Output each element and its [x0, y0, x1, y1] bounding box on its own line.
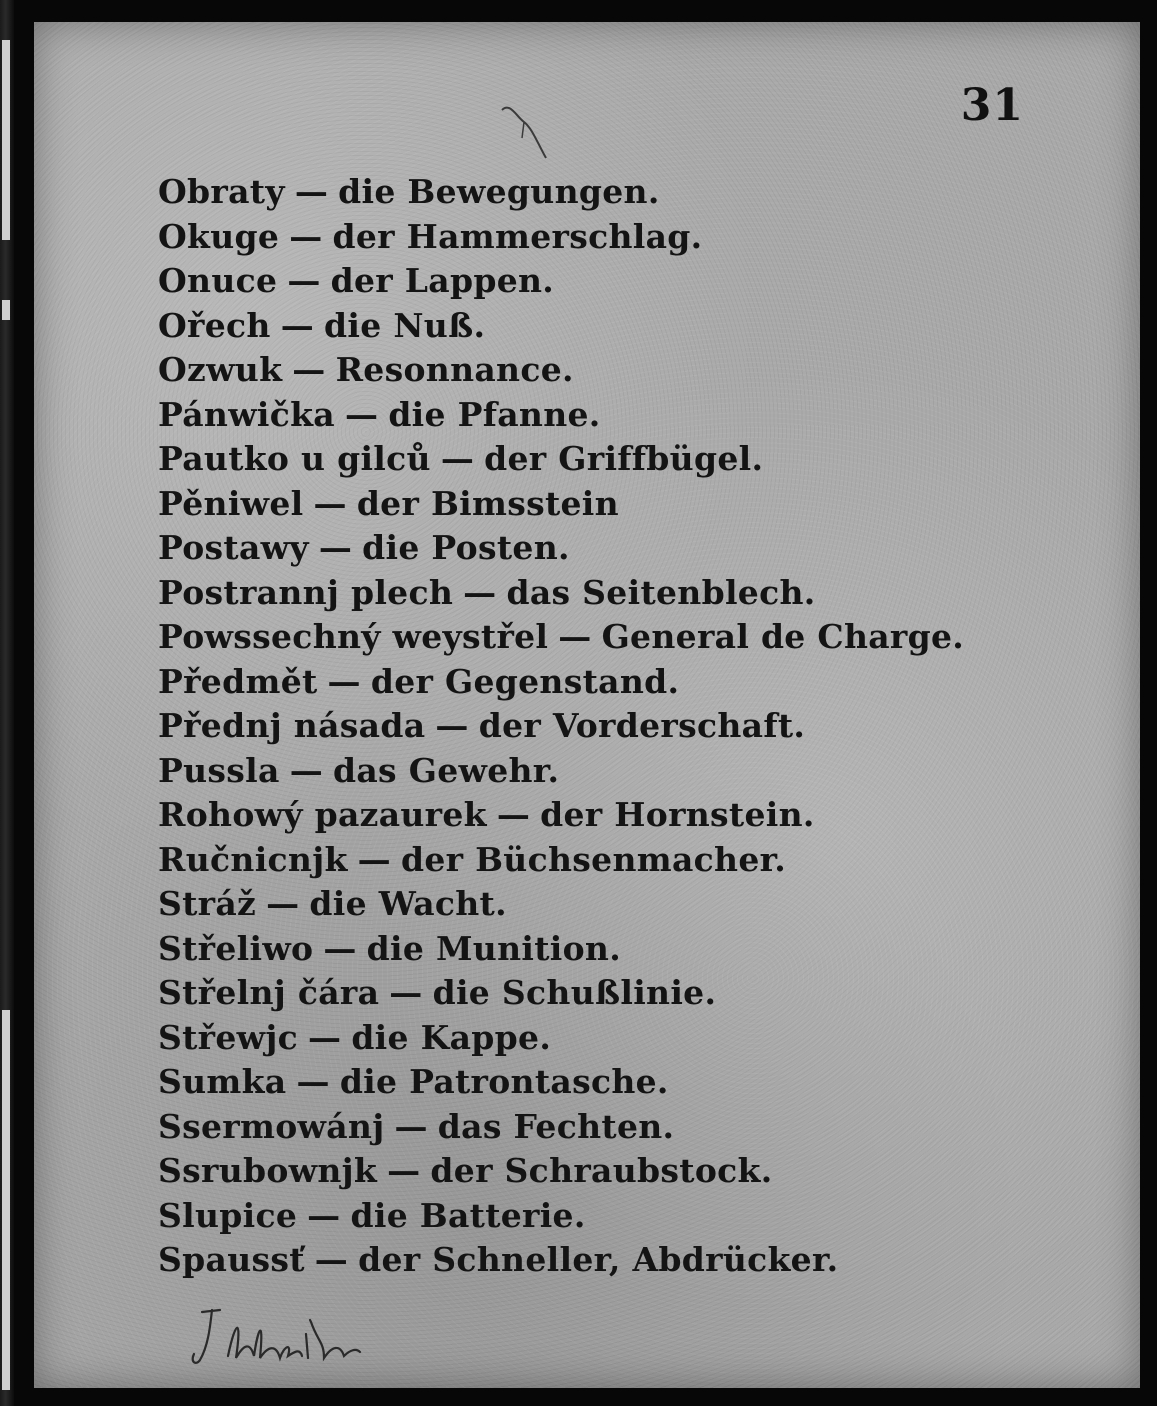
entry-separator: — — [440, 439, 475, 478]
vocabulary-entry — [158, 838, 1098, 883]
entry-term: Postawy — [158, 528, 309, 567]
entry-separator: — — [496, 795, 531, 834]
vocabulary-entry — [158, 1149, 1098, 1194]
edge-highlight — [2, 40, 10, 240]
handwritten-signature — [184, 1298, 424, 1388]
vocabulary-entry — [158, 348, 1098, 393]
entry-term: Slupice — [158, 1195, 298, 1235]
entry-separator: — — [387, 1151, 421, 1190]
vocabulary-entry — [158, 571, 1098, 616]
entry-term: Rohowý pazaurek — [158, 795, 487, 834]
entry-term: Onuce — [158, 261, 278, 300]
entry-term: Přednj násada — [158, 706, 426, 745]
entry-term: Postrannj plech — [158, 572, 454, 612]
vocabulary-entry — [158, 393, 1098, 438]
entry-separator: — — [313, 483, 347, 523]
entry-separator: — — [292, 350, 326, 389]
entry-translation: der Schneller, Abdrücker. — [358, 1240, 839, 1279]
entry-separator: — — [287, 261, 321, 300]
entry-separator: — — [463, 572, 497, 612]
entry-term: Spaussť — [158, 1240, 305, 1279]
vocabulary-entry — [158, 304, 1098, 349]
entry-separator: — — [314, 1240, 349, 1279]
vocabulary-entry — [158, 170, 1098, 215]
entry-term: Střelnj čára — [158, 973, 380, 1012]
entry-term: Střewjc — [158, 1017, 298, 1057]
vocabulary-entry — [158, 971, 1098, 1016]
entry-separator: — — [323, 928, 357, 968]
entry-term: Pěniwel — [158, 483, 304, 523]
entry-term: Ořech — [158, 305, 271, 345]
entry-translation: General de Charge. — [601, 617, 965, 656]
entry-term: Ozwuk — [158, 350, 283, 389]
vocabulary-entry — [158, 1238, 1098, 1283]
vocabulary-entry — [158, 215, 1098, 260]
vocabulary-entry — [158, 704, 1098, 749]
entry-translation: der Bimsstein — [356, 483, 619, 523]
entry-translation: der Hornstein. — [540, 795, 815, 834]
vocabulary-entry — [158, 259, 1098, 304]
entry-term: Střeliwo — [158, 928, 314, 968]
entry-separator: — — [389, 973, 423, 1012]
entry-translation: der Schraubstock. — [430, 1151, 773, 1190]
entry-term: Pautko u gilců — [158, 439, 431, 478]
entry-separator: — — [394, 1106, 428, 1146]
page-number: 31 — [960, 80, 1024, 131]
entry-separator: — — [357, 839, 391, 879]
entry-term: Powssechný weystřel — [158, 617, 549, 656]
entry-translation: die Munition. — [366, 928, 621, 968]
entry-translation: die Schußlinie. — [432, 973, 717, 1012]
entry-term: Ssrubownjk — [158, 1151, 378, 1190]
entry-separator: — — [289, 750, 323, 790]
entry-term: Pánwička — [158, 394, 335, 434]
vocabulary-entry — [158, 526, 1098, 571]
entry-translation: der Vorderschaft. — [478, 706, 806, 745]
entry-term: Sumka — [158, 1062, 287, 1101]
entry-term: Předmět — [158, 661, 318, 701]
entry-translation: das Fechten. — [437, 1106, 675, 1146]
entry-term: Okuge — [158, 216, 280, 256]
edge-highlight — [2, 1010, 10, 1390]
vocabulary-entry — [158, 1105, 1098, 1150]
entry-translation: die Patrontasche. — [339, 1062, 669, 1101]
book-page — [34, 22, 1140, 1388]
vocabulary-entry — [158, 660, 1098, 705]
vocabulary-entry — [158, 749, 1098, 794]
entry-separator: — — [345, 394, 379, 434]
entry-translation: die Posten. — [362, 528, 570, 567]
entry-translation: die Batterie. — [350, 1195, 586, 1235]
vocabulary-entry — [158, 437, 1098, 482]
vocabulary-list — [158, 170, 1098, 1283]
entry-translation: der Hammerschlag. — [332, 216, 703, 256]
vocabulary-entry — [158, 927, 1098, 972]
entry-term: Ssermowánj — [158, 1106, 385, 1146]
entry-separator: — — [296, 1062, 330, 1101]
entry-term: Stráž — [158, 884, 257, 923]
entry-translation: die Nuß. — [324, 305, 486, 345]
entry-translation: die Kappe. — [351, 1017, 552, 1057]
entry-translation: die Bewegungen. — [338, 172, 660, 211]
vocabulary-entry — [158, 882, 1098, 927]
vocabulary-entry — [158, 1060, 1098, 1105]
vocabulary-entry — [158, 482, 1098, 527]
entry-translation: die Pfanne. — [388, 394, 601, 434]
entry-separator: — — [294, 172, 329, 211]
vocabulary-entry — [158, 793, 1098, 838]
entry-translation: das Gewehr. — [333, 750, 560, 790]
book-spine-edge — [0, 0, 14, 1406]
entry-separator: — — [280, 305, 315, 345]
entry-separator: — — [289, 216, 323, 256]
edge-highlight — [2, 300, 10, 320]
entry-translation: das Seitenblech. — [506, 572, 816, 612]
entry-separator: — — [558, 617, 592, 656]
entry-translation: Resonnance. — [335, 350, 574, 389]
entry-translation: der Büchsenmacher. — [400, 839, 787, 879]
entry-separator: — — [308, 1017, 342, 1057]
vocabulary-entry — [158, 1194, 1098, 1239]
entry-separator: — — [307, 1195, 341, 1235]
entry-separator: — — [318, 528, 353, 567]
vocabulary-entry — [158, 615, 1098, 660]
entry-separator: — — [327, 661, 361, 701]
entry-translation: der Griffbügel. — [484, 439, 764, 478]
vocabulary-entry — [158, 1016, 1098, 1061]
entry-separator: — — [266, 884, 300, 923]
entry-term: Ručnicnjk — [158, 839, 348, 879]
entry-term: Pussla — [158, 750, 280, 790]
entry-term: Obraty — [158, 172, 285, 211]
pencil-mark-icon — [494, 92, 574, 172]
entry-separator: — — [435, 706, 469, 745]
entry-translation: der Lappen. — [330, 261, 555, 300]
entry-translation: die Wacht. — [309, 884, 507, 923]
entry-translation: der Gegenstand. — [370, 661, 680, 701]
